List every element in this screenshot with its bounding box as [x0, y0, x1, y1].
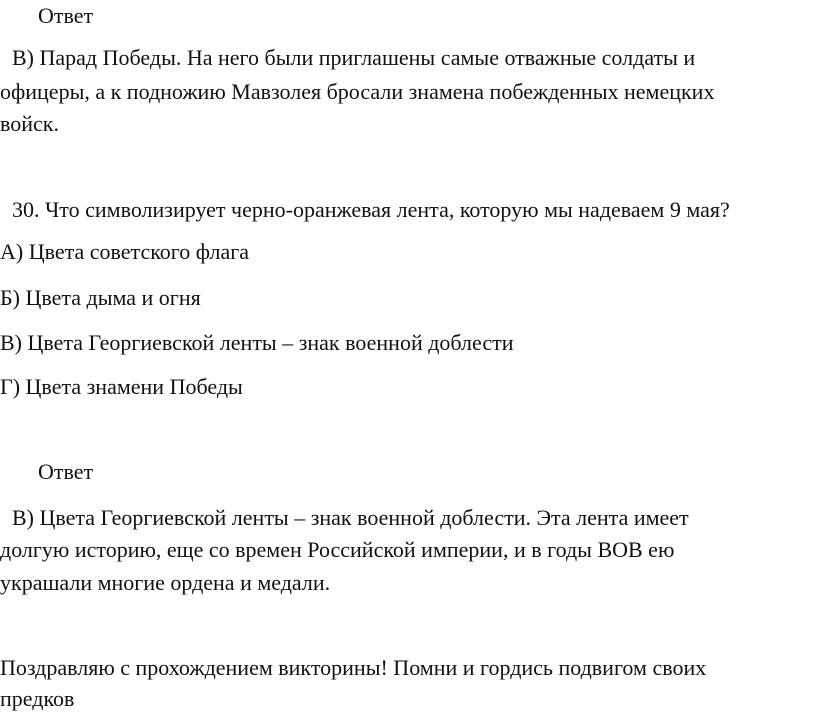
question-30-option-b: Б) Цвета дыма и огня — [0, 285, 201, 310]
question-30-option-d: Г) Цвета знамени Победы — [0, 374, 243, 399]
answer-heading-2: Ответ — [38, 459, 94, 484]
closing-line-2: предков — [0, 686, 75, 711]
answer-1-line-3: войск. — [0, 111, 59, 136]
answer-2-line-1: В) Цвета Георгиевской ленты – знак военной доблести. Эта лента имеет — [12, 505, 689, 530]
closing-line-1: Поздравляю с прохождением викторины! Помни и гордись подвигом своих — [0, 655, 707, 680]
question-30-text: 30. Что символизирует черно-оранжевая лента, которую мы надеваем 9 мая? — [12, 197, 730, 222]
answer-2-line-3: украшали многие ордена и медали. — [0, 570, 331, 595]
question-30-option-a: А) Цвета советского флага — [0, 239, 249, 264]
question-30-option-c: В) Цвета Георгиевской ленты – знак военной доблести — [0, 330, 514, 355]
answer-2-line-2: долгую историю, еще со времен Российской империи, и в годы ВОВ ею — [0, 537, 675, 562]
answer-1-line-1: В) Парад Победы. На него были приглашены самые отважные солдаты и — [12, 45, 696, 70]
answer-heading-1: Ответ — [38, 3, 94, 28]
answer-1-line-2: офицеры, а к подножию Мавзолея бросали знамена побежденных немецких — [0, 79, 715, 104]
